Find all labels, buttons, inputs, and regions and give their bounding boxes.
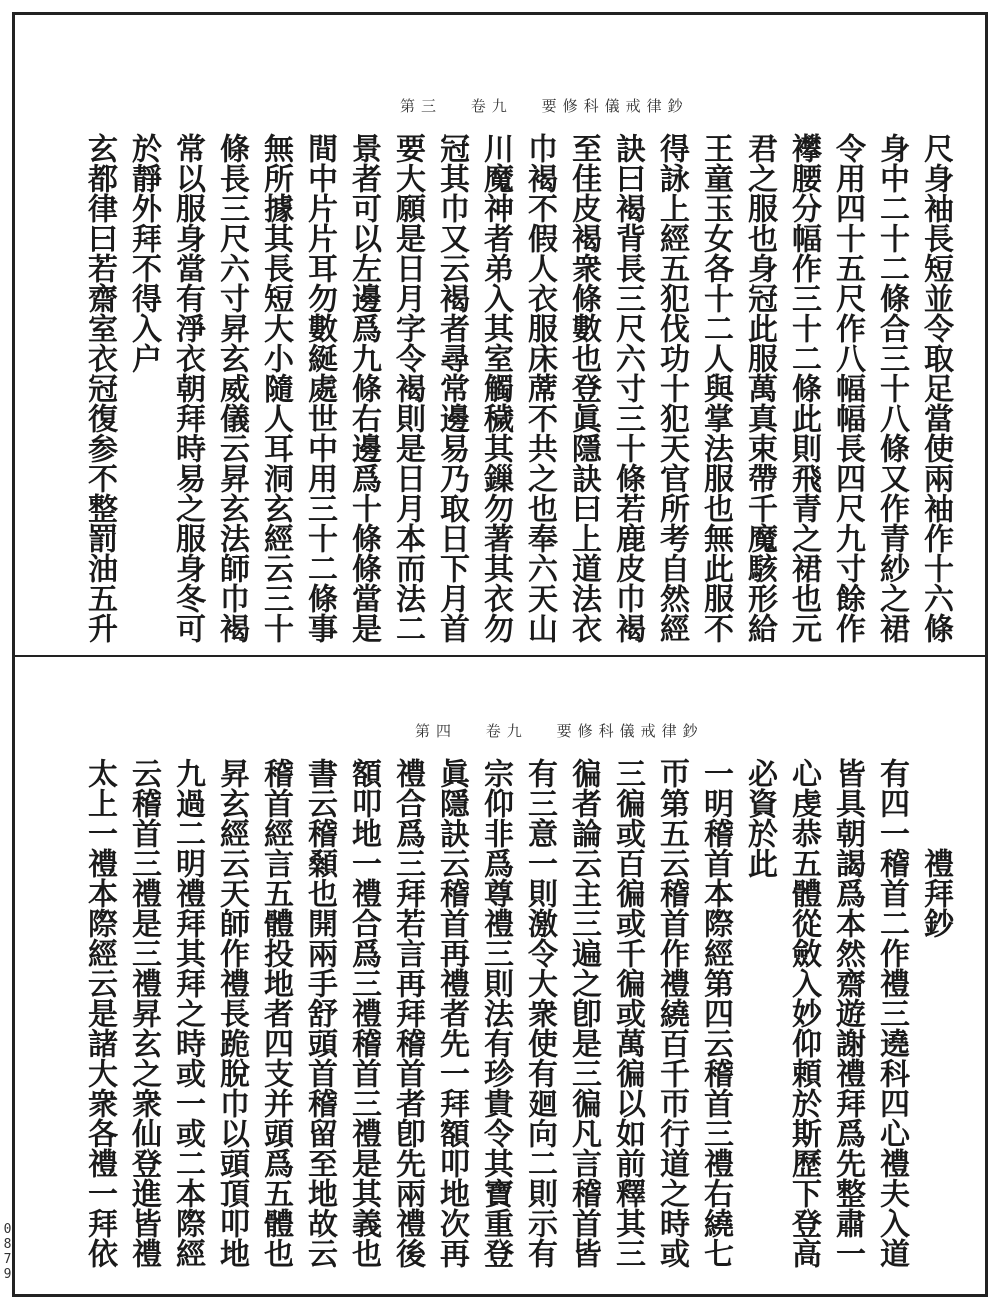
text-column: 眞隱訣云稽首再禮者先一拜額叩地次再: [434, 758, 469, 1268]
text-column: 徧者論云主三遍之卽是三徧凡言稽首皆: [566, 758, 601, 1268]
text-column: 一明稽首本際經第四云稽首三禮右繞七: [698, 758, 733, 1268]
page-number: 0879: [0, 1222, 15, 1282]
section-title: 禮拜鈔: [918, 848, 953, 938]
text-column: 川魔神者弟入其室觸穢其鏁勿著其衣勿: [478, 133, 513, 643]
text-column: 襻腰分幅作三十二條此則飛青之裙也元: [786, 133, 821, 643]
text-column: 九過二明禮拜其拜之時或一或二本際經: [170, 758, 205, 1268]
text-column: 王童玉女各十二人與掌法服也無此服不: [698, 133, 733, 643]
text-column: 條長三尺六寸昇玄威儀云昇玄法師巾褐: [214, 133, 249, 643]
text-column: 令用四十五尺作八幅幅長四尺九寸餘作: [830, 133, 865, 643]
text-column: 巾褐不假人衣服床蓆不共之也奉六天山: [522, 133, 557, 643]
top-header-page: 第三: [400, 97, 443, 115]
top-header-volume: 卷九: [470, 97, 513, 115]
text-column: 玄都律曰若齋室衣冠復参不整罰油五升: [82, 133, 117, 643]
text-column: 無所據其長短大小隨人耳洞玄經云三十: [258, 133, 293, 643]
text-column: 常以服身當有淨衣朝拜時易之服身冬可: [170, 133, 205, 643]
text-column: 宗仰非爲尊禮三則法有珍貴令其寶重登: [478, 758, 513, 1268]
bottom-header-title: 要修科儀戒律鈔: [556, 722, 704, 740]
text-column: 三徧或百徧或千徧或萬徧以如前釋其三: [610, 758, 645, 1268]
top-header: [400, 95, 707, 116]
text-column: 云稽首三禮是三禮昇玄之衆仙登進皆禮: [126, 758, 161, 1268]
text-column: 身中二十二條合三十八條又作青紗之裙: [874, 133, 909, 643]
text-column: 昇玄經云天師作禮長跪脫巾以頭頂叩地: [214, 758, 249, 1268]
text-column: 景者可以左邊爲九條右邊爲十條條當是: [346, 133, 381, 643]
text-column: 額叩地一禮合爲三禮稽首三禮是其義也: [346, 758, 381, 1268]
bottom-header-volume: 卷九: [485, 722, 528, 740]
text-column: 有四一稽首二作禮三遶科四心禮夫入道: [874, 758, 909, 1268]
text-column: 於靜外拜不得入户: [126, 133, 161, 373]
top-header-title: 要修科儀戒律鈔: [541, 97, 689, 115]
text-column: 稽首經言五體投地者四支并頭爲五體也: [258, 758, 293, 1268]
top-page: [15, 15, 985, 655]
text-column: 間中片片耳勿數綖處世中用三十二條事: [302, 133, 337, 643]
bottom-page: [15, 658, 985, 1294]
text-column: 書云稽顙也開兩手舒頭首稽留至地故云: [302, 758, 337, 1268]
text-column: 君之服也身冠此服萬真束帶千魔駭形給: [742, 133, 777, 643]
text-column: 得詠上經五犯伐功十犯天官所考自然經: [654, 133, 689, 643]
text-column: 尺身袖長短並令取足當使兩袖作十六條: [918, 133, 953, 643]
text-column: 太上一禮本際經云是諸大衆各禮一拜依: [82, 758, 117, 1268]
text-column: 心虔恭五體從斂入妙仰頼於斯歷下登高: [786, 758, 821, 1268]
text-column: 至佳皮褐衆條數也登眞隱訣曰上道法衣: [566, 133, 601, 643]
text-column: 要大願是日月字令褐則是日月本而法二: [390, 133, 425, 643]
bottom-text-columns: [77, 758, 957, 1293]
text-column: 必資於此: [742, 758, 777, 878]
text-column: 訣曰褐背長三尺六寸三十條若鹿皮巾褐: [610, 133, 645, 643]
text-column: 冠其巾又云褐者尋常邊易乃取日下月首: [434, 133, 469, 643]
half-divider: [12, 655, 988, 657]
text-column: 禮合爲三拜若言再拜稽首者卽先兩禮後: [390, 758, 425, 1268]
top-text-columns: [77, 133, 957, 653]
text-column: 有三意一則激令大衆使有廻向二則示有: [522, 758, 557, 1268]
text-column: 帀第五云稽首作禮繞百千帀行道之時或: [654, 758, 689, 1268]
bottom-header-page: 第四: [415, 722, 458, 740]
text-column: 皆具朝謁爲本然齋遊謝禮拜爲先整肅一: [830, 758, 865, 1268]
bottom-header: [415, 720, 722, 741]
